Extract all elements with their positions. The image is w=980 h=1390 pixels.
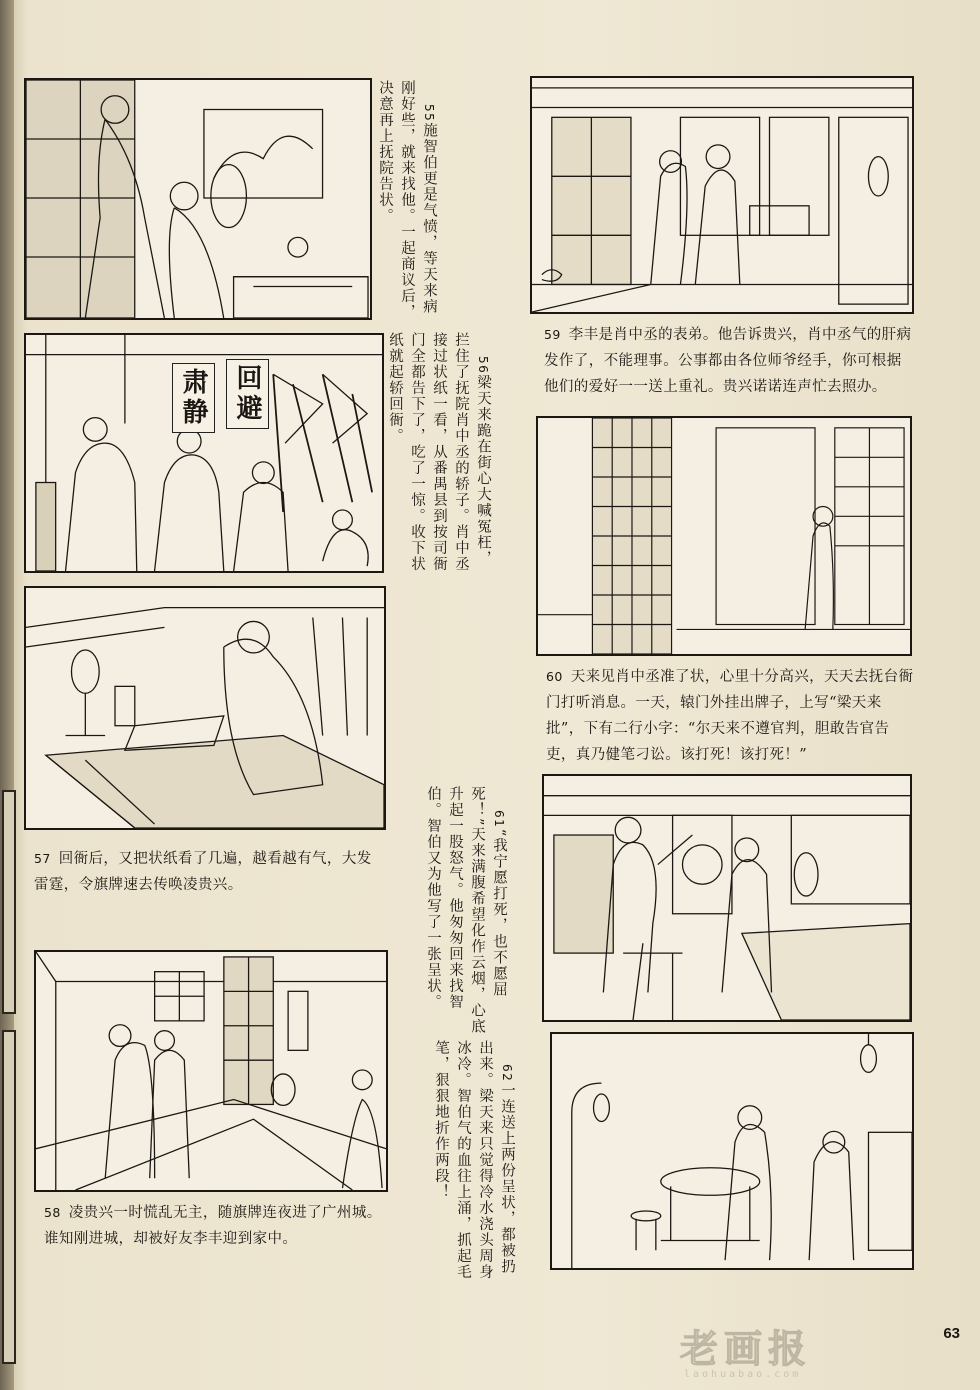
panel-56-number: 56 <box>476 356 490 375</box>
panel-61-illustration <box>542 774 912 1022</box>
panel-62-illustration <box>550 1032 914 1270</box>
panel-60-drawing <box>538 418 910 654</box>
panel-61-number: 61 <box>492 810 506 829</box>
panel-61-text: “我宁愿打死，也不愿屈死！”天来满腹希望化作云烟，心底升起一股怒气。他匆匆回来找智伯。智伯又为他写了一张呈状。 <box>425 786 507 1035</box>
panel-57-caption <box>34 846 384 898</box>
panel-61-caption <box>426 786 532 1040</box>
panel-60-caption <box>546 664 918 768</box>
site-watermark <box>680 1318 910 1378</box>
panel-58-illustration <box>34 950 388 1192</box>
panel-55-number: 55 <box>422 104 436 123</box>
panel-57-text: 回衙后，又把状纸看了几遍，越看越有气，大发雷霆，令旗牌速去传唤凌贵兴。 <box>34 851 372 893</box>
panel-57-number: 57 <box>34 851 51 866</box>
panel-55-text: 施智伯更是气愤，等天来病刚好些，就来找他。一起商议后，决意再上抚院告状。 <box>377 80 437 320</box>
panel-56-caption <box>387 332 516 582</box>
watermark-logo: 老画报 <box>680 1327 813 1371</box>
panel-60-number: 60 <box>546 669 563 684</box>
panel-56-illustration <box>24 333 384 573</box>
panel-59-text: 李丰是肖中丞的表弟。他告诉贵兴，肖中丞气的肝病发作了，不能理事。公事都由各位师爷经手，你可根据他们的爱好一一送上重礼。贵兴诺诺连声忙去照办。 <box>544 327 912 395</box>
panel-60-illustration <box>536 416 912 656</box>
panel-57-illustration <box>24 586 386 830</box>
panel-62-text: 一连送上两份呈状，都被扔出来。梁天来只觉得冷水浇头周身冰冷。智伯气的血往上涌，抓起毛笔，狠狠地折作两段！ <box>433 1040 515 1280</box>
panel-55-caption <box>377 80 462 320</box>
panel-58-number: 58 <box>44 1205 61 1220</box>
panel-55-illustration <box>24 78 372 320</box>
panel-57-drawing <box>26 588 384 828</box>
watermark-url: laohuabao.com <box>684 1369 802 1380</box>
adjacent-page-frame <box>2 1030 16 1364</box>
panel-59-caption <box>544 322 912 400</box>
panel-59-drawing <box>532 78 912 312</box>
panel-62-caption <box>434 1040 540 1290</box>
panel-62-drawing <box>552 1034 912 1268</box>
panel-60-text: 天来见肖中丞准了状，心里十分高兴，天天去抚台衙门打听消息。一天，辕门外挂出牌子，上写“梁天来批”，下有二行小字：“尔天来不遵官判，胆敢告官告吏，真乃健笔刁讼。该打死！该打死！” <box>546 669 914 763</box>
page-number: 63 <box>943 1325 960 1342</box>
panel-62-number: 62 <box>500 1064 514 1083</box>
sign-suzheng: 肃静 <box>172 363 215 433</box>
adjacent-page-frame <box>2 790 16 1014</box>
panel-59-number: 59 <box>544 327 561 342</box>
sign-huibi: 回避 <box>226 359 269 429</box>
panel-61-drawing <box>544 776 910 1020</box>
panel-58-caption <box>44 1200 389 1252</box>
panel-55-drawing <box>26 80 370 318</box>
panel-56-text: 梁天来跪在街心大喊冤枉，拦住了抚院肖中丞的轿子。肖中丞接过状纸一看，从番禺县到按司衙门全都告下了，吃了一惊。收下状纸就起轿回衙。 <box>387 332 491 572</box>
panel-58-text: 凌贵兴一时慌乱无主，随旗牌连夜进了广州城。谁知刚进城，却被好友李丰迎到家中。 <box>44 1205 382 1247</box>
panel-58-drawing <box>36 952 386 1190</box>
panel-59-illustration <box>530 76 914 314</box>
